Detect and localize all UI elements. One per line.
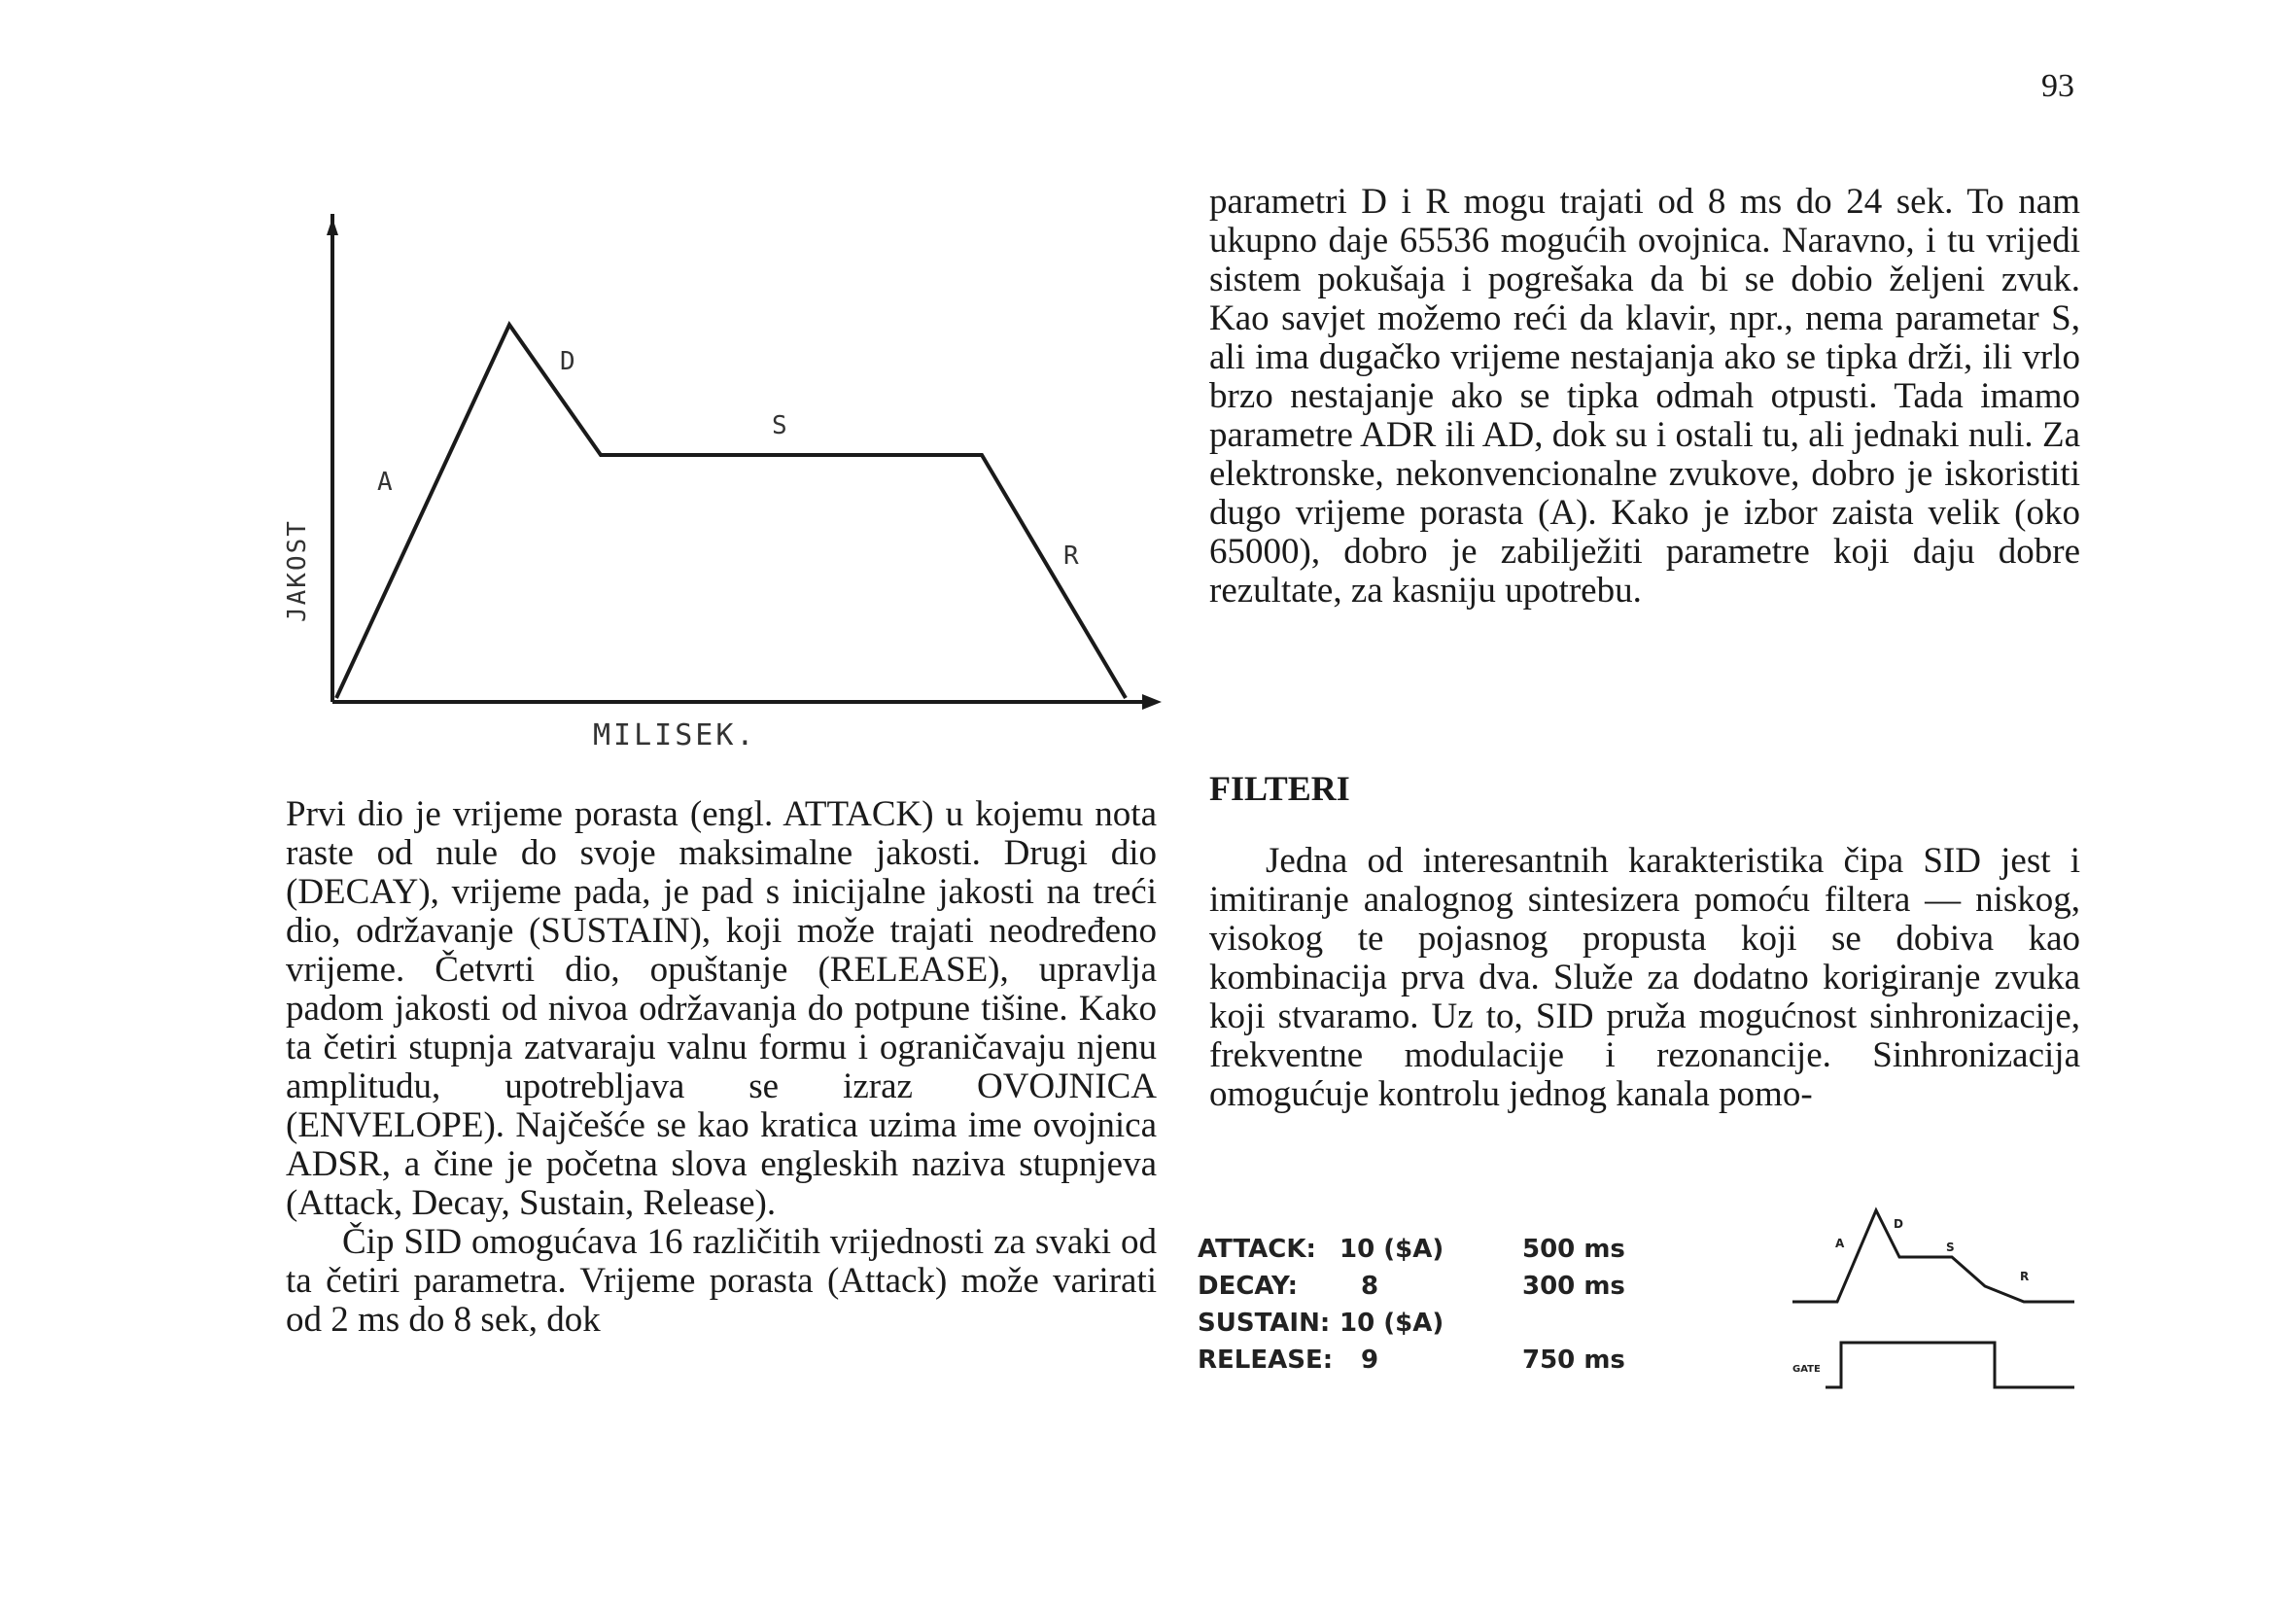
mini-release-label: R bbox=[2020, 1270, 2030, 1283]
param-value: 9 bbox=[1361, 1346, 1379, 1375]
param-value: 10 ($A) bbox=[1339, 1309, 1444, 1338]
sustain-label: S bbox=[772, 411, 787, 440]
attack-label: A bbox=[377, 468, 393, 497]
decay-label: D bbox=[560, 347, 575, 376]
release-label: R bbox=[1063, 542, 1079, 571]
mini-attack-label: A bbox=[1835, 1237, 1845, 1250]
right-column-filter-text bbox=[1209, 842, 2080, 1114]
param-value: 8 bbox=[1361, 1272, 1379, 1301]
gate-signal bbox=[1826, 1343, 2074, 1387]
paragraph: Prvi dio je vrijeme porasta (engl. ATTACK) u kojemu nota raste od nule do svoje maksimalne jakosti. Drugi dio (DECAY), vrijeme pada, je pad s inicijalne jakosti na treći dio, održavanje (SUSTAIN), koji može trajati neodređeno vrijeme. Četvrti dio, opuštanje (RELEASE), upravlja padom jakosti od nivoa održavanja do potpune tišine. Kako ta četiri stupnja zatvaraju valnu formu i ograničavaju njenu amplitudu, upotrebljava se izraz OVOJNICA (ENVELOPE). Najčešće se kao kratica uzima ime ovojnica ADSR, a čine je početna slova engleskih naziva stupnjeva (Attack, Decay, Sustain, Release). bbox=[286, 794, 1157, 1223]
paragraph: Čip SID omogućava 16 različitih vrijednosti za svaki od ta četiri parametra. Vrijeme porasta (Attack) može varirati od 2 ms do 8 sek, dok bbox=[286, 1222, 1157, 1340]
right-column-top-text bbox=[1209, 183, 2080, 611]
y-axis-arrow-icon bbox=[327, 218, 338, 235]
mini-envelope-curve bbox=[1792, 1210, 2074, 1302]
mini-envelope-gate-diagram bbox=[1787, 1201, 2088, 1395]
x-axis-arrow-icon bbox=[1142, 694, 1162, 710]
left-column-text bbox=[286, 795, 1157, 1340]
param-time: 750 ms bbox=[1522, 1346, 1625, 1375]
param-name: ATTACK: bbox=[1198, 1235, 1316, 1264]
paragraph: parametri D i R mogu trajati od 8 ms do 24 sek. To nam ukupno daje 65536 mogućih ovojnica. Naravno, i tu vrijedi sistem pokušaja i pogrešaka da bi se dobio željeni zvuk. Kao savjet možemo reći da klavir, npr., nema parametar S, ali ima dugačko vrijeme nestajanja ako se tipka drži, ili vrlo brzo nestajanje ako se tipka odmah otpusti. Tada imamo parametre ADR ili AD, dok su i ostali tu, ali jednaki nuli. Za elektronske, nekonvencionalne zvukove, dobro je iskoristiti dugo vrijeme porasta (A). Kako je izbor zaista velik (oko 65000), dobro je zabilježiti parametre koji daju dobre rezultate, za kasniju upotrebu. bbox=[1209, 182, 2080, 611]
section-heading-filteri: FILTERI bbox=[1209, 769, 1350, 808]
param-time: 300 ms bbox=[1522, 1272, 1625, 1301]
paragraph: Jedna od interesantnih karakteristika čipa SID jest i imitiranje analognog sintesizera pomoću filtera — niskog, visokog te pojasnog propusta koji se dobiva kao kombinacija prva dva. Služe za dodatno korigiranje zvuka koji stvaramo. Uz to, SID pruža mogućnost sinhronizacije, frekventne modulacije i rezonancije. Sinhronizacija omogućuje kontrolu jednog kanala pomo- bbox=[1209, 841, 2080, 1114]
adsr-curve bbox=[336, 325, 1126, 698]
param-time: 500 ms bbox=[1522, 1235, 1625, 1264]
param-name: SUSTAIN: bbox=[1198, 1309, 1331, 1338]
mini-sustain-label: S bbox=[1946, 1241, 1955, 1254]
page-number: 93 bbox=[2041, 68, 2074, 104]
param-value: 10 ($A) bbox=[1339, 1235, 1444, 1264]
mini-decay-label: D bbox=[1894, 1217, 1903, 1231]
adsr-envelope-diagram bbox=[262, 194, 1176, 758]
y-axis-label: JAKOST bbox=[283, 519, 312, 622]
gate-label: GATE bbox=[1792, 1364, 1821, 1375]
x-axis-label: MILISEK. bbox=[593, 718, 757, 752]
param-name: DECAY: bbox=[1198, 1272, 1299, 1301]
param-name: RELEASE: bbox=[1198, 1346, 1334, 1375]
